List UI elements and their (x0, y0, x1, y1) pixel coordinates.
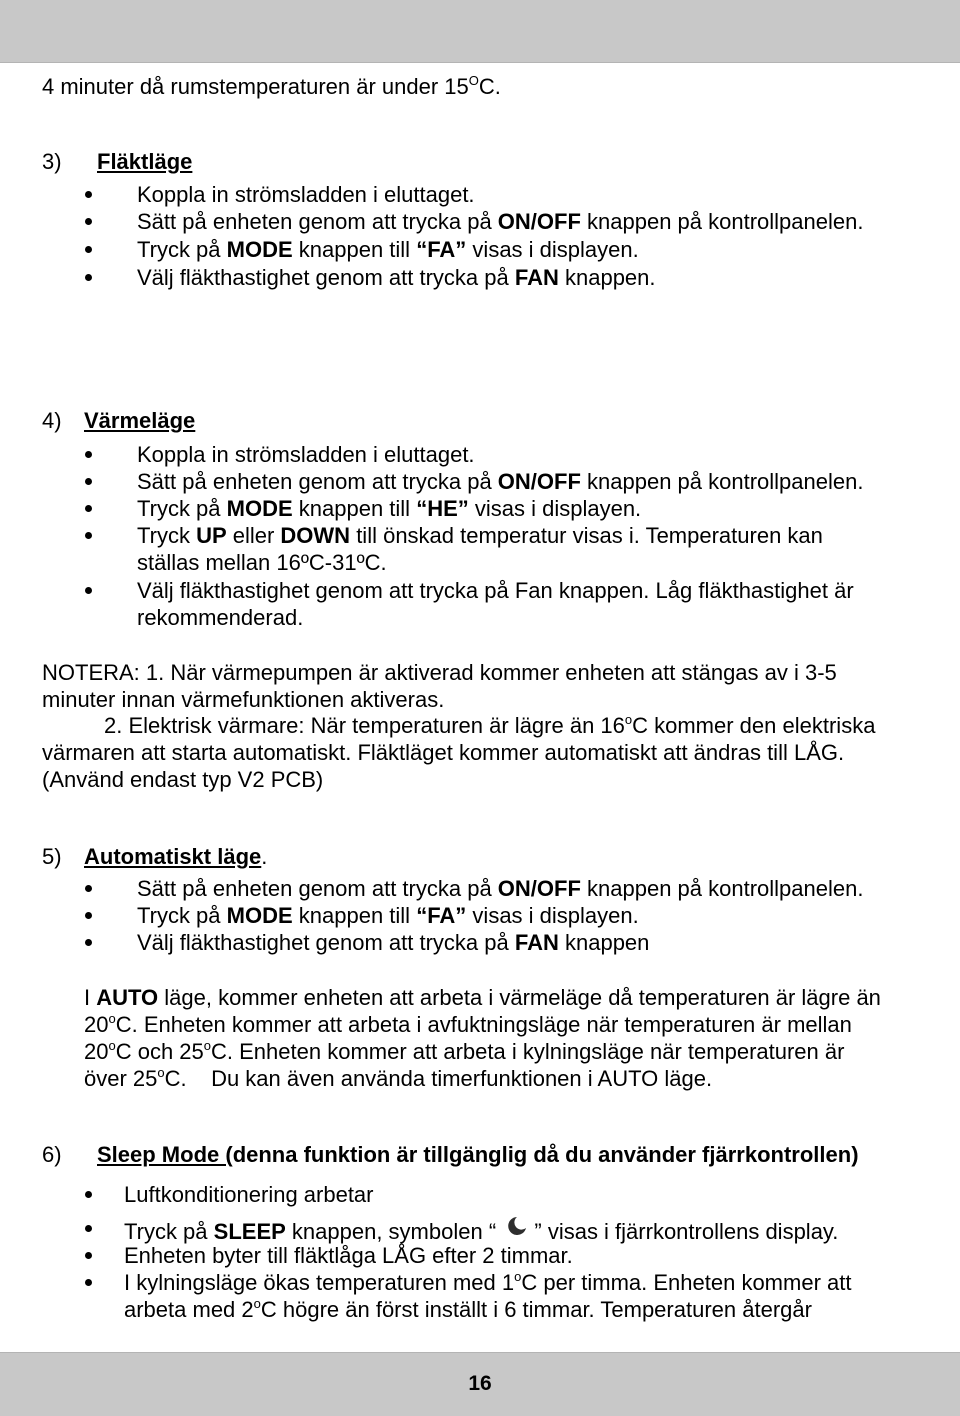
superscript: o (253, 1296, 261, 1311)
note-line: värmaren att starta automatiskt. Fläktläget kommer automatiskt att ändras till LÅG. (42, 740, 845, 765)
section-title-rest: denna funktion är tillgänglig då du använder fjärrkontrollen) (232, 1142, 859, 1167)
bullet-dot (85, 912, 92, 919)
text: C. Enheten kommer att arbeta i kylningsläge när temperaturen är (211, 1039, 845, 1064)
section-title (97, 1141, 859, 1168)
section-number: 6) (42, 1142, 62, 1167)
bold-term: SLEEP (213, 1219, 286, 1244)
bold-term: “FA” (416, 903, 467, 928)
text: C per timma. Enheten kommer att (521, 1270, 852, 1295)
bold-term: AUTO (96, 985, 159, 1010)
text: läge, kommer enheten att arbeta i värmeläge då temperaturen är lägre än (158, 985, 881, 1010)
bold-term: “FA” (416, 237, 467, 262)
bullet-dot (85, 587, 92, 594)
text: knappen till (292, 903, 417, 928)
bold-term: FAN (514, 265, 559, 290)
superscript: o (108, 1011, 116, 1026)
text: knappen på kontrollpanelen. (580, 876, 864, 901)
text: 20 (84, 1039, 109, 1064)
bold-term: MODE (226, 903, 293, 928)
bold-term: DOWN (280, 523, 351, 548)
section-title: Fläktläge (97, 149, 193, 174)
bullet-dot (85, 451, 92, 458)
intro-line (42, 73, 501, 103)
note-line (104, 712, 875, 742)
text: ” visas i fjärrkontrollens display. (528, 1219, 839, 1244)
text: visas i displayen. (466, 237, 639, 262)
list-item (0, 208, 960, 235)
list-item (0, 236, 960, 263)
bold-term: ON/OFF (497, 469, 581, 494)
list-item (0, 522, 960, 576)
section-number: 4) (42, 408, 62, 433)
list-item-text: Välj fläkthastighet genom att trycka på Fan knappen. Låg fläkthastighet är (137, 578, 854, 603)
superscript: o (108, 1038, 116, 1053)
list-item (0, 1242, 960, 1269)
text: C. Du kan även använda timerfunktionen i AUTO läge. (164, 1066, 713, 1091)
text: 2. Elektrisk värmare: När temperaturen är lägre än 16 (104, 713, 625, 738)
bold-term: UP (196, 523, 227, 548)
note-line: minuter innan värmefunktionen aktiveras. (42, 687, 445, 712)
bullet-dot (85, 1191, 92, 1198)
bullet-dot (85, 939, 92, 946)
text: knappen till (292, 496, 417, 521)
list-item-text (137, 522, 823, 549)
bold-term: ON/OFF (497, 209, 581, 234)
list-item-text-continued: rekommenderad. (137, 605, 304, 630)
text: arbeta med 2 (124, 1297, 254, 1322)
text: C. Enheten kommer att arbeta i avfuktningsläge när temperaturen är mellan (115, 1012, 852, 1037)
bullet-dot (85, 478, 92, 485)
text: Sätt på enheten genom att trycka på (137, 469, 498, 494)
text: visas i displayen. (466, 903, 639, 928)
text: visas i displayen. (468, 496, 642, 521)
superscript: o (624, 712, 633, 727)
list-item (0, 181, 960, 208)
text: Tryck (137, 523, 197, 548)
list-item-text (137, 236, 639, 263)
list-item (0, 264, 960, 291)
page-number: 16 (468, 1372, 492, 1395)
list-item (0, 468, 960, 495)
list-item (0, 875, 960, 902)
list-item (0, 577, 960, 631)
text: I kylningsläge ökas temperaturen med 1 (124, 1270, 515, 1295)
text: knappen på kontrollpanelen. (580, 209, 864, 234)
text: eller (226, 523, 281, 548)
text: knappen till (292, 237, 417, 262)
list-item-text (137, 468, 863, 495)
intro-text-end: C. (478, 74, 501, 99)
list-item-text-continued (124, 1296, 812, 1326)
list-item-text (137, 264, 656, 291)
text: Koppla in strömsladden i eluttaget. (137, 182, 475, 207)
text: knappen. (558, 265, 656, 290)
section-title (84, 843, 267, 870)
bullet-dot (85, 1252, 92, 1259)
list-item-text (137, 441, 475, 468)
bold-term: “HE” (416, 496, 469, 521)
list-item-text (124, 1215, 838, 1245)
list-item-text (137, 875, 863, 902)
text: 20 (84, 1012, 109, 1037)
paragraph-line (84, 984, 881, 1011)
bold-term: MODE (226, 237, 293, 262)
bullet-dot (85, 505, 92, 512)
text: C och 25 (115, 1039, 204, 1064)
bullet-dot (85, 885, 92, 892)
text: C högre än först inställt i 6 timmar. Temperaturen återgår (260, 1297, 812, 1322)
paragraph-line (84, 1065, 712, 1095)
bullet-dot (85, 191, 92, 198)
list-item (0, 495, 960, 522)
section-title: Värmeläge (84, 408, 196, 433)
list-item-text: Luftkonditionering arbetar (124, 1182, 374, 1207)
text: Tryck på (137, 903, 227, 928)
paragraph-line (84, 1011, 852, 1041)
text: Tryck på (137, 237, 227, 262)
bullet-dot (85, 532, 92, 539)
list-item (0, 929, 960, 956)
bold-term: FAN (514, 930, 559, 955)
list-item (0, 441, 960, 468)
section-number: 5) (42, 844, 62, 869)
moon-icon (502, 1215, 528, 1237)
text: till önskad temperatur visas i. Temperaturen kan (350, 523, 823, 548)
section-title-text: Automatiskt läge (84, 844, 262, 869)
bullet-dot (85, 274, 92, 281)
list-item-text (137, 208, 863, 235)
superscript: o (203, 1038, 212, 1053)
list-item (0, 902, 960, 929)
list-item (0, 1269, 960, 1323)
bullet-dot (85, 1225, 92, 1232)
list-item-text (137, 902, 639, 929)
bullet-dot (85, 218, 92, 225)
list-item-text (137, 181, 475, 208)
list-item-text (137, 929, 649, 956)
text: Sätt på enheten genom att trycka på (137, 876, 498, 901)
text: Sätt på enheten genom att trycka på (137, 209, 498, 234)
superscript: o (514, 1269, 522, 1284)
section-title-suffix: . (261, 844, 268, 869)
list-item-text-continued: ställas mellan 16ºC-31ºC. (137, 550, 387, 575)
text: I (84, 985, 97, 1010)
text: Tryck på (124, 1219, 214, 1244)
text: över 25 (84, 1066, 158, 1091)
bold-term: MODE (226, 496, 293, 521)
list-item-text (124, 1269, 851, 1299)
superscript: o (157, 1065, 165, 1080)
note-line: (Använd endast typ V2 PCB) (42, 767, 324, 792)
text: C kommer den elektriska (632, 713, 876, 738)
note-line: NOTERA: 1. När värmepumpen är aktiverad kommer enheten att stängas av i 3-5 (42, 660, 837, 685)
bullet-dot (85, 1279, 92, 1286)
section-title-text: Sleep Mode ( (97, 1142, 233, 1167)
paragraph-line (84, 1038, 844, 1068)
bullet-dot (85, 246, 92, 253)
text: knappen, symbolen “ (285, 1219, 503, 1244)
list-item-text: Enheten byter till fläktlåga LÅG efter 2 timmar. (124, 1243, 573, 1268)
header-bar (0, 0, 960, 63)
text: knappen (558, 930, 650, 955)
intro-text: 4 minuter då rumstemperaturen är under 15 (42, 74, 469, 99)
text: Koppla in strömsladden i eluttaget. (137, 442, 475, 467)
text: Välj fläkthastighet genom att trycka på (137, 265, 515, 290)
text: knappen på kontrollpanelen. (580, 469, 864, 494)
bold-term: ON/OFF (497, 876, 581, 901)
list-item-text (137, 495, 641, 522)
superscript: O (468, 73, 479, 88)
text: Tryck på (137, 496, 227, 521)
section-number: 3) (42, 149, 62, 174)
list-item (0, 1215, 960, 1242)
list-item (0, 1181, 960, 1208)
text: Välj fläkthastighet genom att trycka på (137, 930, 515, 955)
